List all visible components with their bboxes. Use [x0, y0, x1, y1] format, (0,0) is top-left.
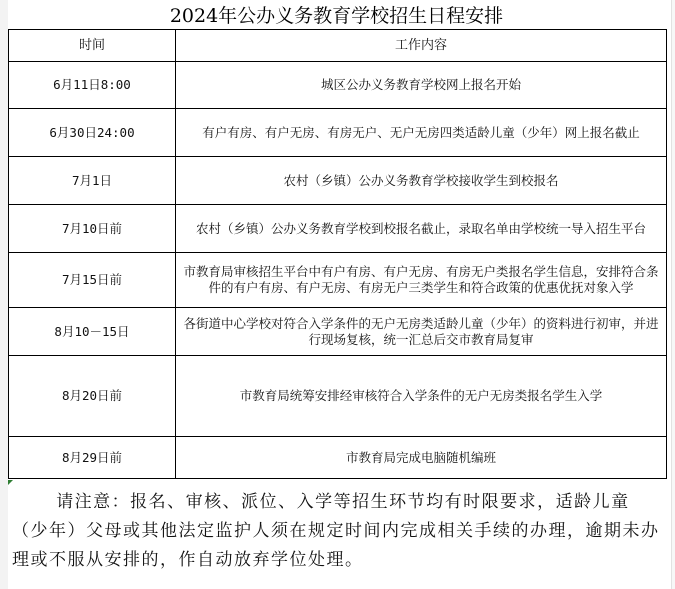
content-cell: 城区公办义务教育学校网上报名开始	[176, 62, 667, 109]
content-cell: 农村（乡镇）公办义务教育学校到校报名截止，录取名单由学校统一导入招生平台	[176, 205, 667, 253]
time-cell: 7月15日前	[9, 253, 176, 308]
cell-comment-marker-icon	[8, 480, 13, 485]
content-cell: 市教育局完成电脑随机编班	[176, 437, 667, 479]
table-row	[9, 437, 667, 479]
table-row	[9, 356, 667, 437]
column-header-content: 工作内容	[176, 30, 667, 62]
notice-paragraph: 请注意：报名、审核、派位、入学等招生环节均有时限要求，适龄儿童（少年）父母或其他法定监护人须在规定时间内完成相关手续的办理，逾期未办理或不服从安排的，作自动放弃学位处理。	[12, 492, 660, 570]
table-row	[9, 253, 667, 308]
time-cell: 7月10日前	[9, 205, 176, 253]
table-row	[9, 109, 667, 157]
content-cell: 农村（乡镇）公办义务教育学校接收学生到校报名	[176, 157, 667, 205]
content-cell: 各街道中心学校对符合入学条件的无户无房类适龄儿童（少年）的资料进行初审，并进行现场复核，统一汇总后交市教育局复审	[176, 308, 667, 356]
schedule-table	[8, 29, 667, 479]
table-row	[9, 62, 667, 109]
time-cell: 8月10－15日	[9, 308, 176, 356]
page-title: 2024年公办义务教育学校招生日程安排	[169, 5, 504, 27]
time-cell: 8月29日前	[9, 437, 176, 479]
content-cell: 市教育局统筹安排经审核符合入学条件的无户无房类报名学生入学	[176, 356, 667, 437]
table-header-row	[9, 30, 667, 62]
content-cell: 有户有房、有户无房、有房无户、无户无房四类适龄儿童（少年）网上报名截止	[176, 109, 667, 157]
time-cell: 7月1日	[9, 157, 176, 205]
time-cell: 6月11日8:00	[9, 62, 176, 109]
time-cell: 6月30日24:00	[9, 109, 176, 157]
table-row	[9, 308, 667, 356]
column-header-time: 时间	[9, 30, 176, 62]
table-row	[9, 205, 667, 253]
content-cell: 市教育局审核招生平台中有户有房、有户无房、有房无户类报名学生信息，安排符合条件的有户有房、有户无房、有房无户三类学生和符合政策的优惠优抚对象入学	[176, 253, 667, 308]
time-cell: 8月20日前	[9, 356, 176, 437]
table-row	[9, 157, 667, 205]
